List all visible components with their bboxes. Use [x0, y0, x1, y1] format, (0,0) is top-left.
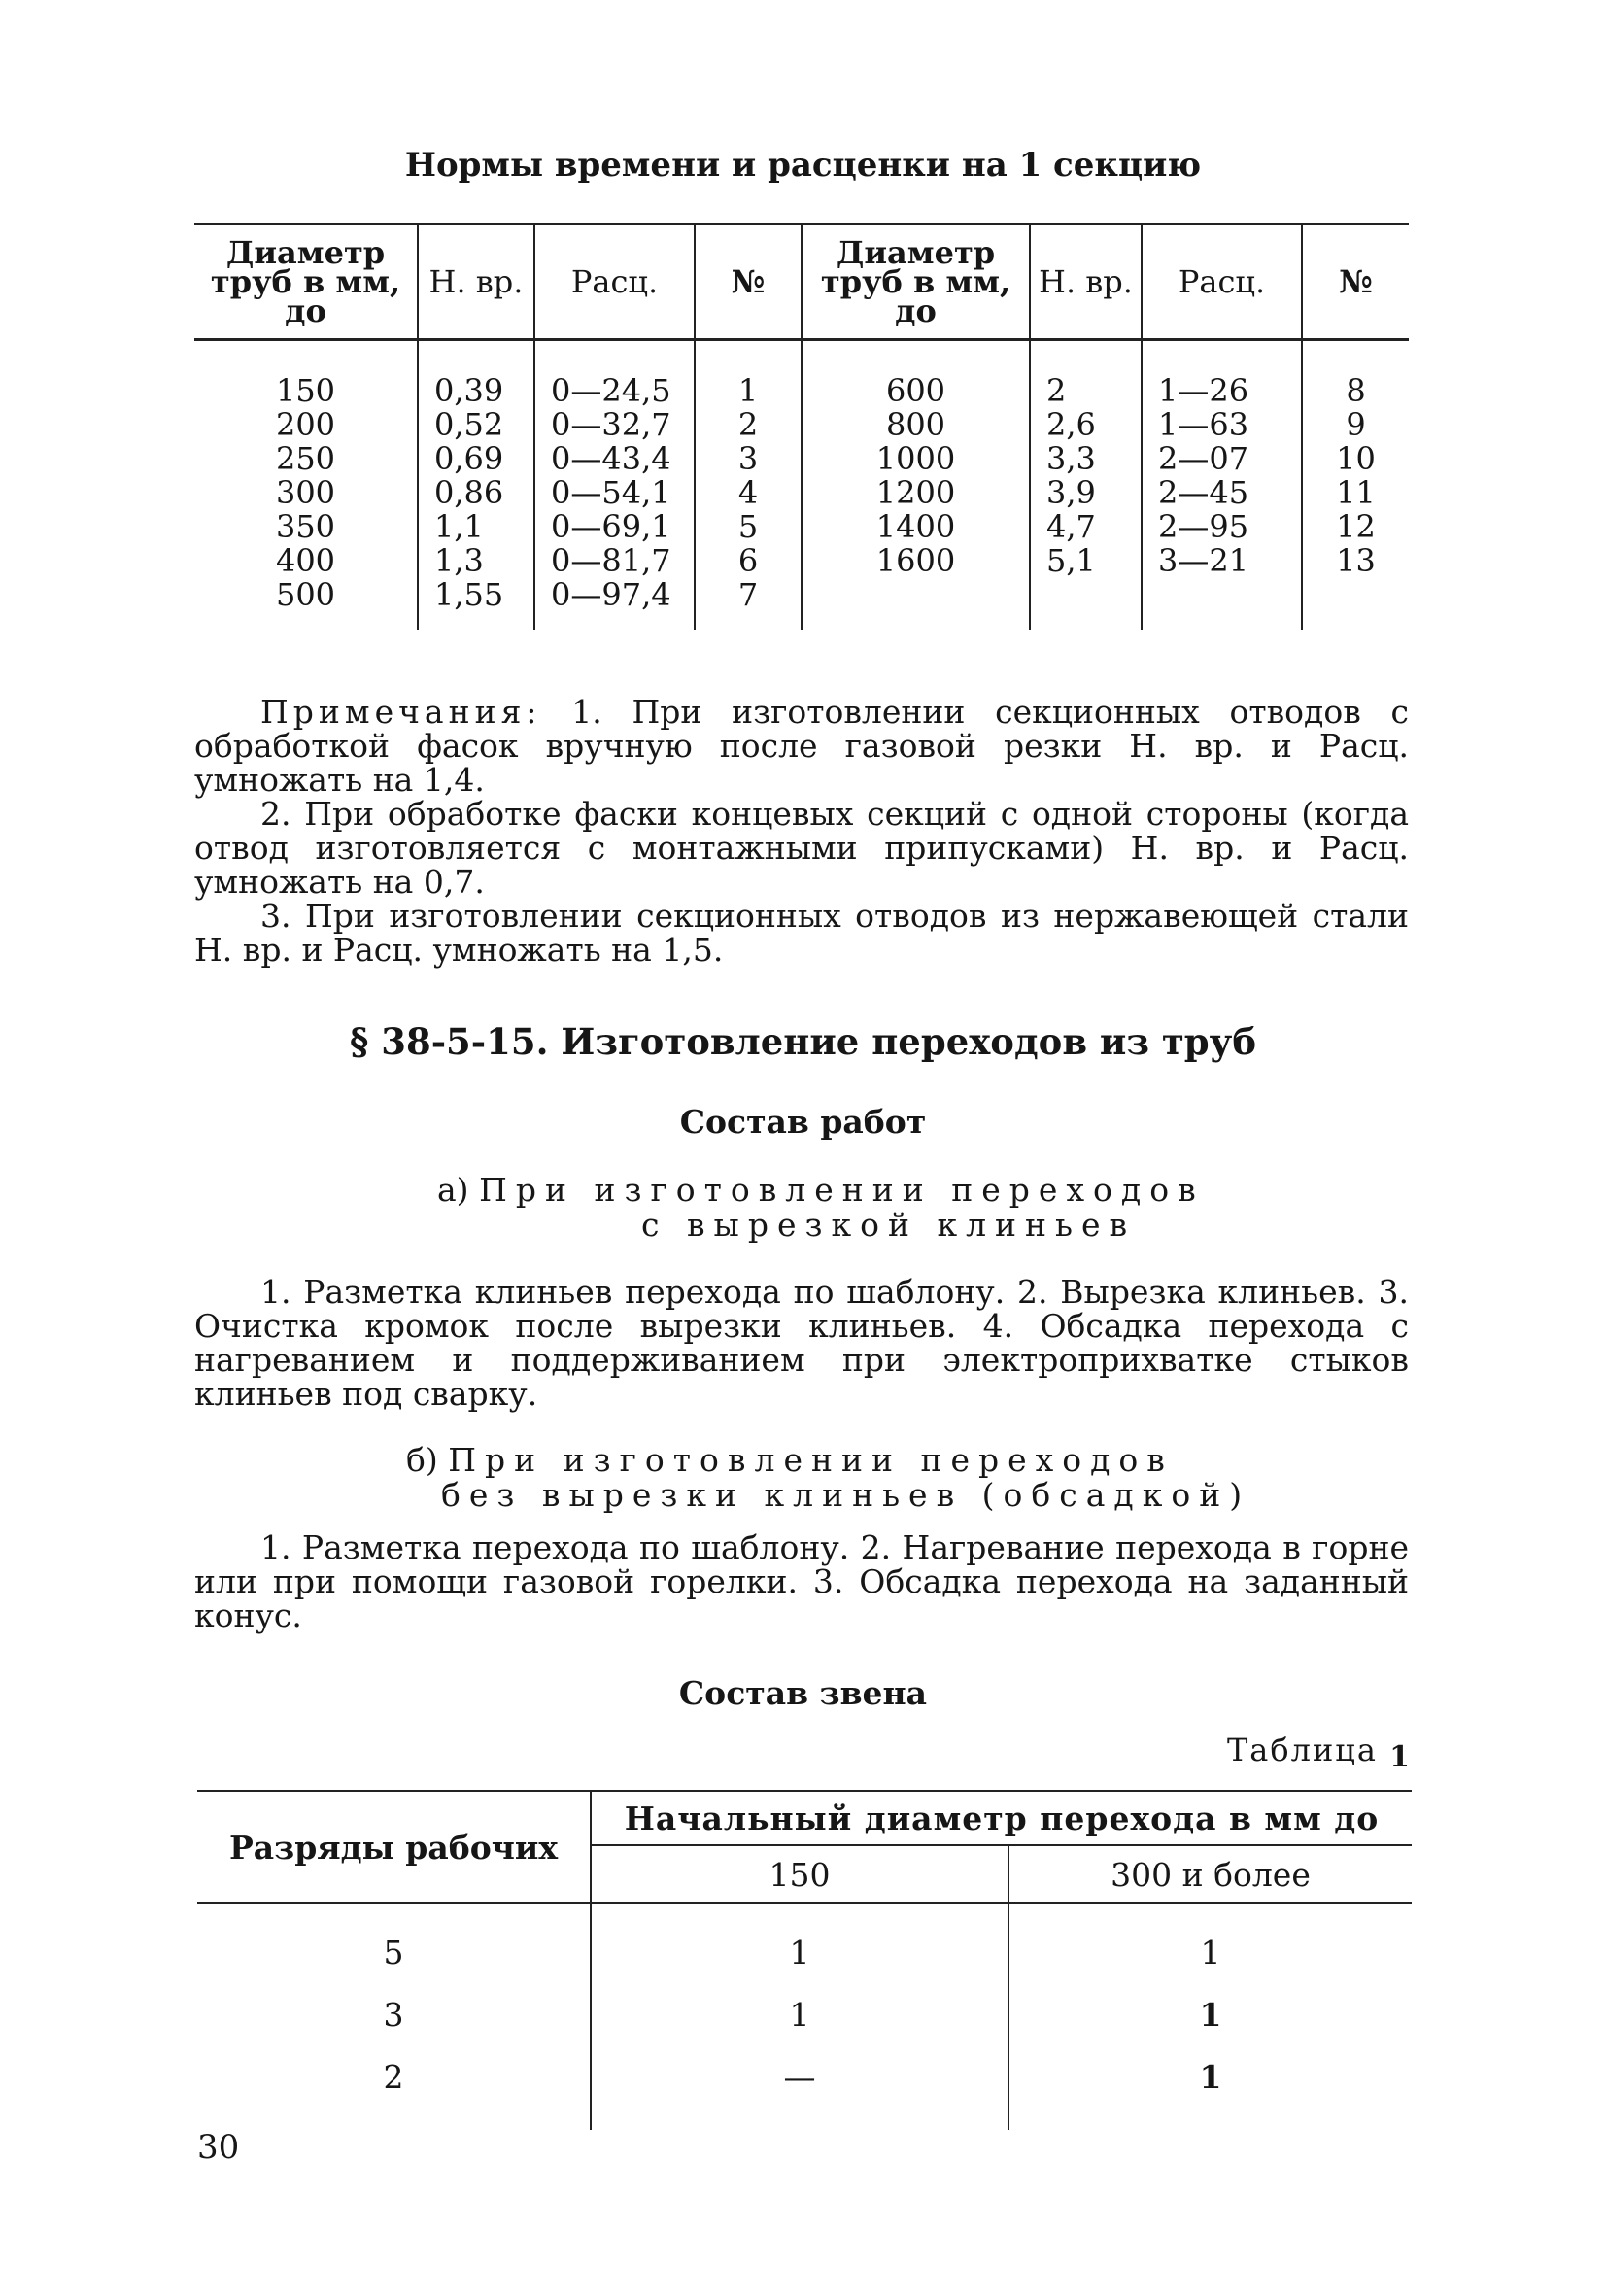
- col-time-left: [418, 340, 534, 631]
- cell-diameter: 800: [885, 406, 946, 443]
- header-diameter-right: Диаметр труб в мм, до: [802, 224, 1030, 340]
- cell-rate: 2—07: [1158, 440, 1249, 477]
- cell-count-150: —: [591, 2045, 1008, 2130]
- cell-rate: 1—63: [1158, 406, 1249, 443]
- cell-num: 3: [737, 440, 759, 477]
- header-num-left: №: [695, 224, 802, 340]
- subsection-b-line1-text: При изготовлении переходов: [448, 1441, 1174, 1479]
- cell-num: 9: [1346, 406, 1366, 443]
- note-3: 3. При изготовлении секционных отводов из нержавеющей стали Н. вр. и Расц. умножать на 1,5.: [194, 897, 1409, 969]
- cell-diameter: 500: [275, 576, 336, 613]
- cell-rate: 0—69,1: [551, 508, 671, 545]
- cell-time: 0,52: [434, 406, 504, 443]
- subsection-b-text: 1. Разметка перехода по шаблону. 2. Нагревание перехода в горне или при помощи газовой горелки. 3. Обсадка перехода на заданный конус.: [194, 1528, 1409, 1634]
- cell-count-300: 1: [1008, 2045, 1412, 2130]
- table1-title: Нормы времени и расценки на 1 секцию: [404, 146, 1202, 185]
- cell-num: 7: [737, 576, 759, 613]
- cell-diameter: 1000: [875, 440, 956, 477]
- cell-rate: 1—26: [1158, 372, 1249, 409]
- header-col-300: 300 и более: [1008, 1845, 1412, 1903]
- cell-time: 0,69: [434, 440, 504, 477]
- cell-rate: 0—54,1: [551, 474, 671, 511]
- notes-label: Примечания:: [260, 693, 542, 731]
- cell-rate: 0—24,5: [551, 372, 671, 409]
- subsection-a-heading: [437, 1173, 1205, 1243]
- note-1: [194, 695, 1409, 797]
- table-label-text: Таблица: [1226, 1731, 1378, 1768]
- col-time-right: [1030, 340, 1142, 631]
- header-rate-left: Расц.: [534, 224, 695, 340]
- norms-header-row: [194, 224, 1409, 340]
- norms-body-row: [194, 340, 1409, 631]
- cell-rate: 0—81,7: [551, 542, 671, 579]
- col-num-right: [1302, 340, 1409, 631]
- cell-num: 12: [1336, 508, 1376, 545]
- header-time-right: Н. вр.: [1030, 224, 1142, 340]
- table-row: [197, 2045, 1412, 2130]
- col-rate-right: [1142, 340, 1302, 631]
- cell-time: 4,7: [1046, 508, 1096, 545]
- cell-time: 3,9: [1046, 474, 1096, 511]
- crew-table: [197, 1790, 1412, 2130]
- subsection-b-heading: [406, 1443, 1250, 1513]
- crew-title: Состав звена: [678, 1674, 928, 1712]
- cell-num: 6: [737, 542, 759, 579]
- col-num-left: [695, 340, 802, 631]
- subsection-b-line1: [406, 1443, 1250, 1478]
- cell-num: 10: [1336, 440, 1376, 477]
- cell-time: 2,6: [1046, 406, 1096, 443]
- cell-count-150: 1: [591, 1903, 1008, 1983]
- subsection-a-text-block: [194, 1275, 1409, 1411]
- header-grades: Разряды рабочих: [197, 1791, 591, 1903]
- cell-time: 5,1: [1046, 542, 1096, 579]
- cell-count-300: 1: [1008, 1903, 1412, 1983]
- cell-num: 13: [1336, 542, 1376, 579]
- cell-grade: 2: [383, 2057, 404, 2096]
- cell-time: 1,3: [434, 542, 484, 579]
- cell-diameter: 600: [885, 372, 946, 409]
- cell-rate: 3—21: [1158, 542, 1249, 579]
- cell-time: 0,39: [434, 372, 504, 409]
- subsection-b-line2: без вырезки клиньев (обсадкой): [441, 1476, 1251, 1514]
- note-1-text: 1. При изготовлении секционных отводов с обработкой фасок вручную после газовой резки Н. вр. и Расц. умножать на 1,4.: [194, 693, 1409, 799]
- section-title: § 38-5-15. Изготовление переходов из труб: [349, 1020, 1257, 1063]
- header-time-left: Н. вр.: [418, 224, 534, 340]
- cell-time: 0,86: [434, 474, 504, 511]
- cell-num: 2: [737, 406, 759, 443]
- cell-num: 4: [737, 474, 759, 511]
- subsection-a-line2: с вырезкой клиньев: [641, 1206, 1137, 1244]
- cell-num: 11: [1336, 474, 1376, 511]
- cell-rate: 0—32,7: [551, 406, 671, 443]
- cell-diameter: 250: [275, 440, 336, 477]
- cell-diameter: 300: [275, 474, 336, 511]
- notes-block: [194, 695, 1409, 967]
- cell-diameter: 1200: [875, 474, 956, 511]
- header-diameter-group: Начальный диаметр перехода в мм до: [591, 1791, 1412, 1845]
- header-rate-right: Расц.: [1142, 224, 1302, 340]
- subsection-a-marker: а): [437, 1171, 469, 1209]
- subsection-b-marker: б): [406, 1441, 438, 1479]
- page-number: 30: [197, 2128, 240, 2167]
- cell-diameter: 150: [275, 372, 336, 409]
- cell-diameter: 200: [275, 406, 336, 443]
- cell-diameter: 1600: [875, 542, 956, 579]
- cell-time: 1,55: [434, 576, 504, 613]
- cell-rate: 0—43,4: [551, 440, 671, 477]
- work-composition-title: Состав работ: [679, 1103, 927, 1141]
- cell-rate: 0—97,4: [551, 576, 671, 613]
- cell-rate: 2—95: [1158, 508, 1249, 545]
- cell-diameter: 400: [275, 542, 336, 579]
- cell-count-300: 1: [1008, 1983, 1412, 2045]
- col-diameter-left: [194, 340, 418, 631]
- subsection-a-text: 1. Разметка клиньев перехода по шаблону. 2. Вырезка клиньев. 3. Очистка кромок после вырезки клиньев. 4. Обсадка перехода с нагреванием и поддерживанием при электроприхватке стыков клиньев под сварку.: [194, 1273, 1409, 1413]
- col-rate-left: [534, 340, 695, 631]
- header-num-right: №: [1302, 224, 1409, 340]
- cell-time: 1,1: [434, 508, 484, 545]
- table-label: [1226, 1731, 1412, 1774]
- subsection-a-line1: [437, 1173, 1205, 1208]
- cell-time: 3,3: [1046, 440, 1096, 477]
- subsection-b-text-block: [194, 1530, 1409, 1632]
- cell-num: 1: [737, 372, 759, 409]
- table-label-number: 1: [1389, 1740, 1412, 1774]
- table-row: [197, 1903, 1412, 1983]
- crew-header-row-1: [197, 1791, 1412, 1845]
- col-diameter-right: [802, 340, 1030, 631]
- cell-time: 2: [1046, 372, 1067, 409]
- header-col-150: 150: [591, 1845, 1008, 1903]
- cell-grade: 5: [383, 1933, 404, 1971]
- table-row: [197, 1983, 1412, 2045]
- cell-diameter: 1400: [875, 508, 956, 545]
- cell-grade: 3: [383, 1995, 404, 2034]
- header-diameter-left: Диаметр труб в мм, до: [194, 224, 418, 340]
- cell-count-150: 1: [591, 1983, 1008, 2045]
- subsection-a-line1-text: При изготовлении переходов: [479, 1171, 1205, 1209]
- cell-rate: 2—45: [1158, 474, 1249, 511]
- note-2: 2. При обработке фаски концевых секций с одной стороны (когда отвод изготовляется с монтажными припусками) Н. вр. и Расц. умножать на 0,7.: [194, 795, 1409, 901]
- cell-num: 8: [1346, 372, 1366, 409]
- norms-table: [194, 223, 1409, 630]
- cell-num: 5: [737, 508, 759, 545]
- cell-diameter: 350: [275, 508, 336, 545]
